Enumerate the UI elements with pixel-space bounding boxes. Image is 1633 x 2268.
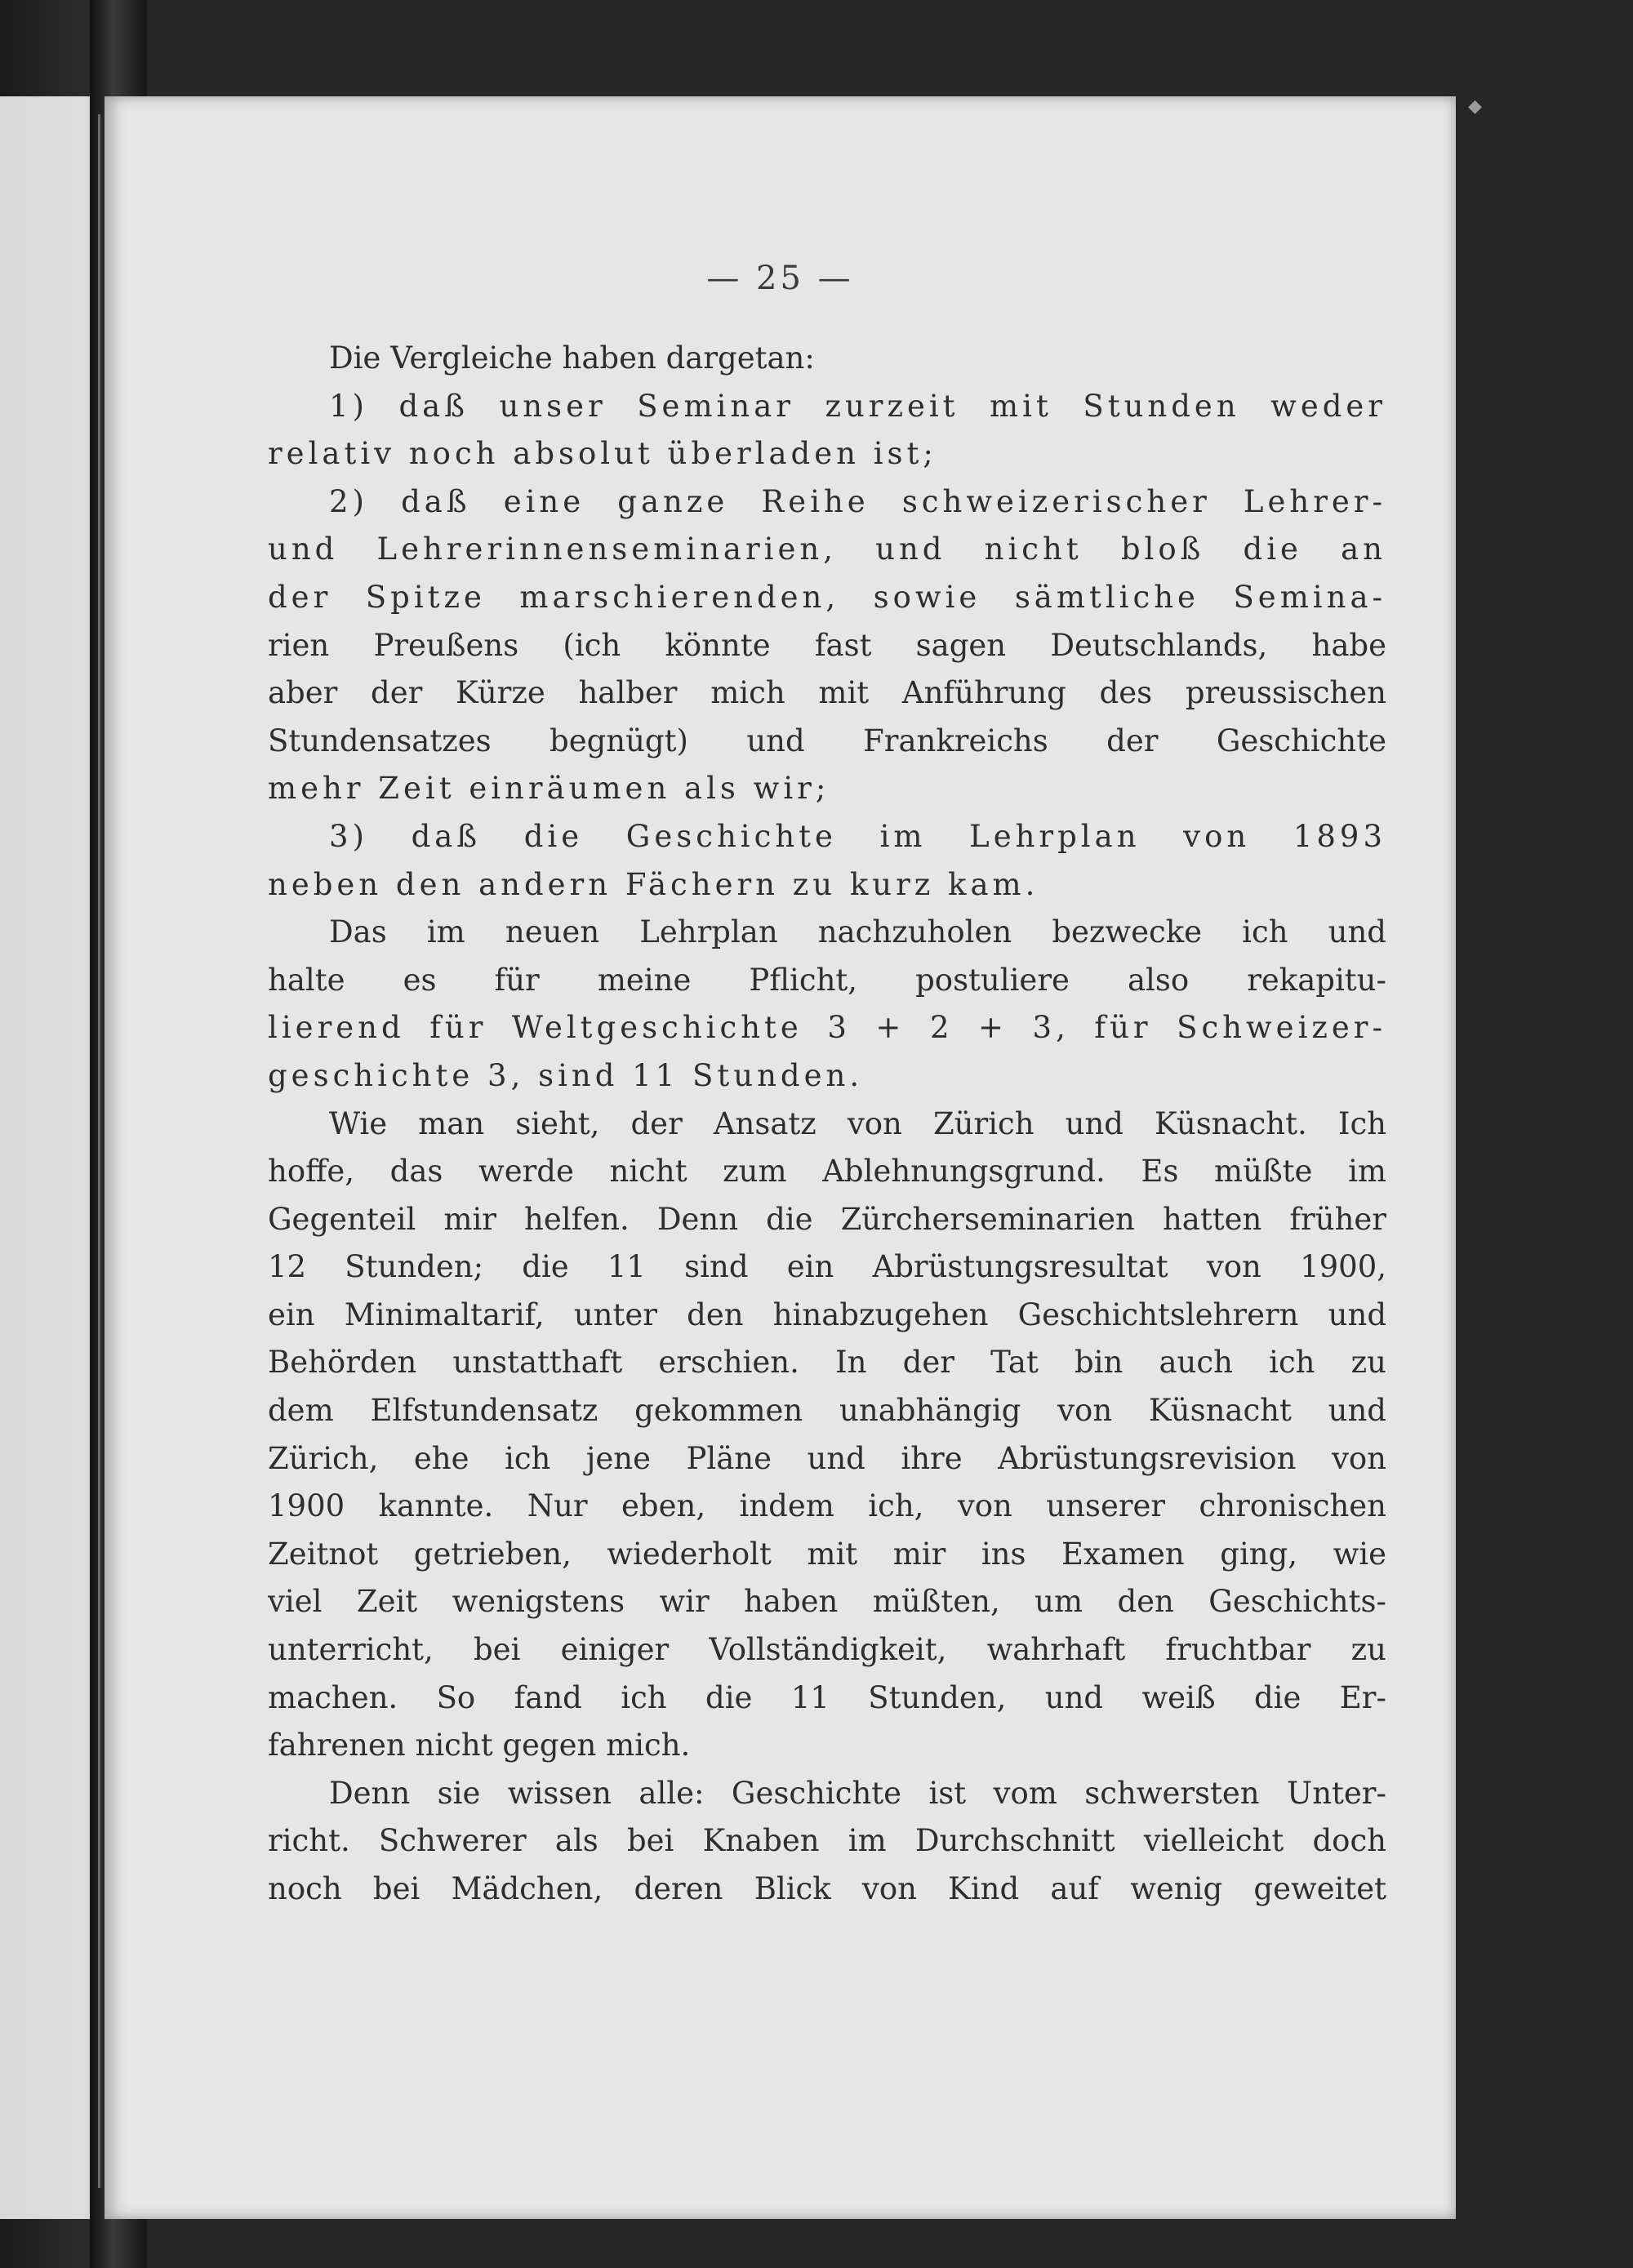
text-line: halte es für meine Pflicht, postuliere also rekapitu-: [268, 962, 1386, 998]
text-line: mehr Zeit einräumen als wir;: [268, 771, 830, 807]
text-line: Denn sie wissen alle: Geschichte ist vom schwersten Unter-: [329, 1775, 1386, 1811]
text-line: dem Elfstundensatz gekommen unabhängig von Küsnacht und: [268, 1393, 1386, 1429]
text-line: Gegenteil mir helfen. Denn die Zürcherseminarien hatten früher: [268, 1201, 1386, 1237]
text-line: Das im neuen Lehrplan nachzuholen bezwecke ich und: [329, 914, 1386, 950]
text-line: Die Vergleiche haben dargetan:: [329, 340, 815, 376]
text-line: machen. So fand ich die 11 Stunden, und weiß die Er-: [268, 1679, 1386, 1715]
text-line: viel Zeit wenigstens wir haben müßten, um den Geschichts-: [268, 1584, 1386, 1620]
text-line: unterricht, bei einiger Vollständigkeit, wahrhaft fruchtbar zu: [268, 1632, 1386, 1668]
text-line: lierend für Weltgeschichte 3 + 2 + 3, für Schweizer-: [268, 1010, 1386, 1046]
text-line: Zeitnot getrieben, wiederholt mit mir ins Examen ging, wie: [268, 1536, 1386, 1572]
text-line: 1) daß unser Seminar zurzeit mit Stunden weder: [329, 388, 1386, 424]
text-line: richt. Schwerer als bei Knaben im Durchschnitt vielleicht doch: [268, 1823, 1386, 1859]
text-line: noch bei Mädchen, deren Blick von Kind auf wenig geweitet: [268, 1871, 1386, 1906]
corner-mark-icon: ◆: [1468, 96, 1482, 117]
text-line: 1900 kannte. Nur eben, indem ich, von unserer chronischen: [268, 1488, 1386, 1524]
text-line: ein Minimaltarif, unter den hinabzugehen Geschichtslehrern und: [268, 1296, 1386, 1332]
page-fold-line: [98, 114, 100, 2188]
text-line: der Spitze marschierenden, sowie sämtliche Semina-: [268, 579, 1386, 615]
text-line: hoffe, das werde nicht zum Ablehnungsgrund. Es müßte im: [268, 1154, 1386, 1190]
text-line: 12 Stunden; die 11 sind ein Abrüstungsresultat von 1900,: [268, 1249, 1386, 1285]
text-line: Zürich, ehe ich jene Pläne und ihre Abrüstungsrevision von: [268, 1440, 1386, 1476]
text-line: Wie man sieht, der Ansatz von Zürich und Küsnacht. Ich: [329, 1105, 1386, 1141]
text-line: Stundensatzes begnügt) und Frankreichs der Geschichte: [268, 723, 1386, 758]
scanned-page: [105, 96, 1456, 2219]
text-line: und Lehrerinnenseminarien, und nicht bloß die an: [268, 531, 1386, 567]
text-line: geschichte 3, sind 11 Stunden.: [268, 1057, 864, 1093]
text-line: neben den andern Fächern zu kurz kam.: [268, 866, 1039, 902]
text-line: aber der Kürze halber mich mit Anführung des preussischen: [268, 675, 1386, 711]
text-line: fahrenen nicht gegen mich.: [268, 1728, 691, 1763]
text-line: rien Preußens (ich könnte fast sagen Deutschlands, habe: [268, 627, 1386, 663]
body-text: [268, 335, 1386, 1914]
text-line: Behörden unstatthaft erschien. In der Tat bin auch ich zu: [268, 1345, 1386, 1381]
previous-page-edge: [0, 96, 105, 2219]
text-line: relativ noch absolut überladen ist;: [268, 436, 937, 472]
text-line: 3) daß die Geschichte im Lehrplan von 1893: [329, 818, 1386, 854]
text-line: 2) daß eine ganze Reihe schweizerischer Lehrer-: [329, 483, 1386, 519]
page-number: — 25 —: [706, 260, 854, 297]
